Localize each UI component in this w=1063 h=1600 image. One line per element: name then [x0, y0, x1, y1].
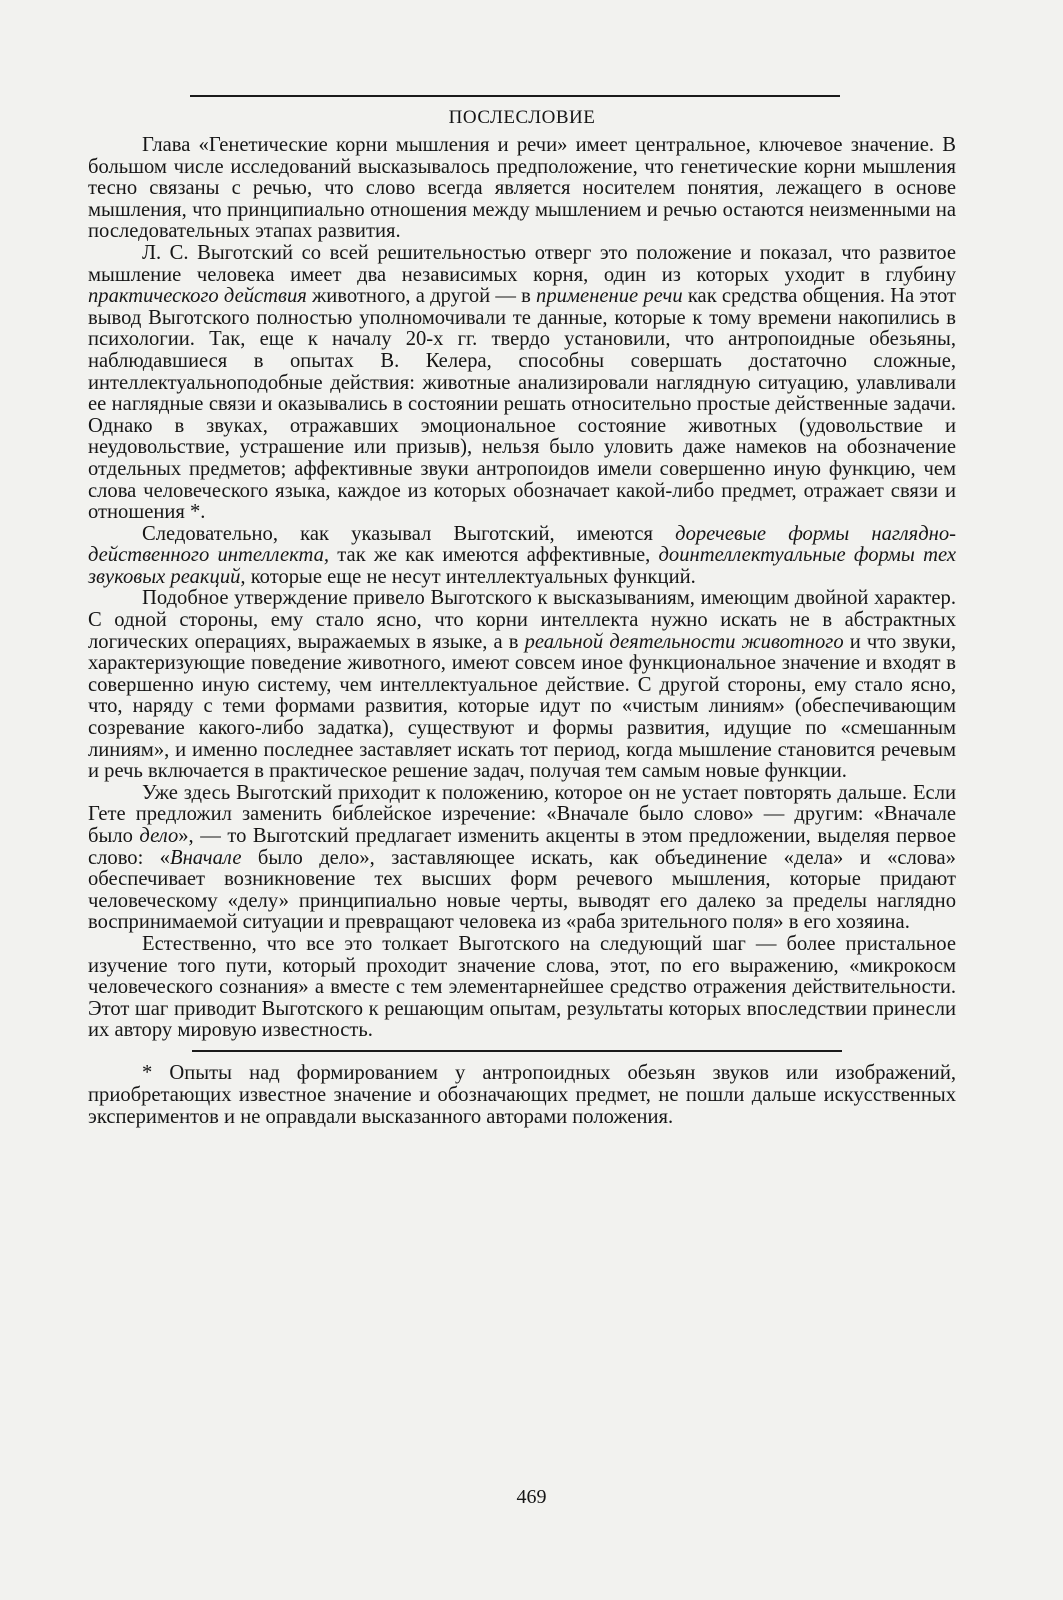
italic-text: практического действия: [88, 285, 307, 308]
italic-text: реальной деятельности животного: [524, 630, 844, 653]
paragraph: [88, 588, 956, 782]
paragraph: [88, 135, 956, 243]
page-number: 469: [516, 1486, 547, 1508]
text-run: животного, а другой — в: [306, 285, 537, 308]
main-text: [88, 135, 956, 1042]
italic-text: дело: [139, 825, 179, 847]
footnote: [88, 1062, 956, 1128]
text-run: Естественно, что все это толкает Выготского на следующий шаг — более пристальное изучение того пути, который проходит значение слова, этот, по его выражению, «микрокосм человеческого сознания» а вместе с тем элементарнейшее средство отражения действительности. Этот шаг приводит Выготского к решающим опытам, результаты которых впоследствии принесли их автору мировую известность.: [88, 932, 956, 1042]
paragraph: [88, 934, 956, 1042]
text-run: так же как имеются аффективные,: [329, 544, 659, 567]
text-run: Л. С. Выготский со всей решительностью отверг это положение и показал, что развитое мышление человека имеет два независимых корня, один из которых уходит в глубину: [88, 241, 956, 286]
paragraph: [88, 783, 956, 934]
paragraph: [88, 243, 956, 524]
italic-text: Вначале: [169, 846, 242, 869]
text-run: было дело», заставляющее искать, как объединение «дела» и «слова» обеспечивает возникновение тех высших форм речевого мышления, которые придают человеческому «делу» принципиально новые черты, выводят его далеко за пределы наглядно воспринимаемой ситуации и превращают человека из «раба зрительного поля» в его хозяина.: [88, 846, 956, 934]
text-run: как средства общения. На этот вывод Выготского полностью уполномочивали те данные, которые к тому времени накопились в психологии. Так, еще к началу 20-х гг. твердо установили, что антропоидные обезьяны, наблюдавшиеся в опытах В. Келера, способны совершать достаточно сложные, интеллектуальноподобные действия: животные анализировали наглядную ситуацию, улавливали ее наглядные связи и оказывались в состоянии решать относительно простые действенные задачи. Однако в звуках, отражавших эмоциональное состояние животных (удовольствие и неудовольствие, устрашение или призыв), нельзя было уловить даже намеков на обозначение отдельных предметов; аффективные звуки антропоидов имели совершенно иную функцию, чем слова человеческого языка, каждое из которых обозначает какой-либо предмет, отражает связи и отношения *.: [88, 285, 956, 524]
italic-text: применение речи: [536, 285, 683, 308]
page-content: [88, 95, 956, 1128]
footnote-rule: [192, 1050, 842, 1052]
top-rule: [190, 95, 840, 97]
paragraph: [88, 524, 956, 589]
text-run: », — то Выготский предлагает изменить акценты в этом предложении, выделяя первое слово: «: [88, 825, 956, 869]
italic-text: доинтеллектуальные формы тех звуковых реакций,: [88, 544, 957, 588]
text-run: Подобное утверждение привело Выготского к высказываниям, имеющим двойной характер. С одной стороны, ему стало ясно, что корни интеллекта нужно искать не в абстрактных логических операциях, выражаемых в языке, а в: [88, 587, 956, 653]
footnote-text: * Опыты над формированием у антропоидных обезьян звуков или изображений, приобретающих известное значение и обозначающих предмет, не пошли дальше искусственных экспериментов и не оправдали высказанного авторами положения.: [88, 1061, 956, 1128]
text-run: Следовательно, как указывал Выготский, имеются: [142, 522, 676, 545]
text-run: Уже здесь Выготский приходит к положению, которое он не устает повторять дальше. Если Гете предложил заменить библейское изречение: «Вначале было слово» — другим: «Вначале было: [88, 781, 956, 847]
italic-text: доречевые формы наглядно-действенного интеллекта,: [88, 522, 957, 567]
chapter-title: ПОСЛЕСЛОВИЕ: [448, 107, 596, 128]
text-run: Глава «Генетические корни мышления и речи» имеет центральное, ключевое значение. В большом числе исследований высказывалось предположение, что генетические корни мышления тесно связаны с речью, что слово всегда является носителем понятия, лежащего в основе мышления, что принципиально отношения между мышлением и речью остаются неизменными на последовательных этапах развития.: [88, 134, 956, 243]
text-run: которые еще не несут интеллектуальных функций.: [245, 565, 696, 588]
text-run: и что звуки, характеризующие поведение животного, имеют совсем иное функциональное значение и входят в совершенно иную систему, чем интеллектуальное действие. С другой стороны, ему стало ясно, что, наряду с теми формами развития, которые идут по «чистым линиям» (обеспечивающим созревание какого-либо задатка), существуют и формы развития, идущие по «смешанным линиям», и именно последнее заставляет искать тот период, когда мышление становится речевым и речь включается в практическое решение задач, получая тем самым новые функции.: [88, 630, 956, 783]
